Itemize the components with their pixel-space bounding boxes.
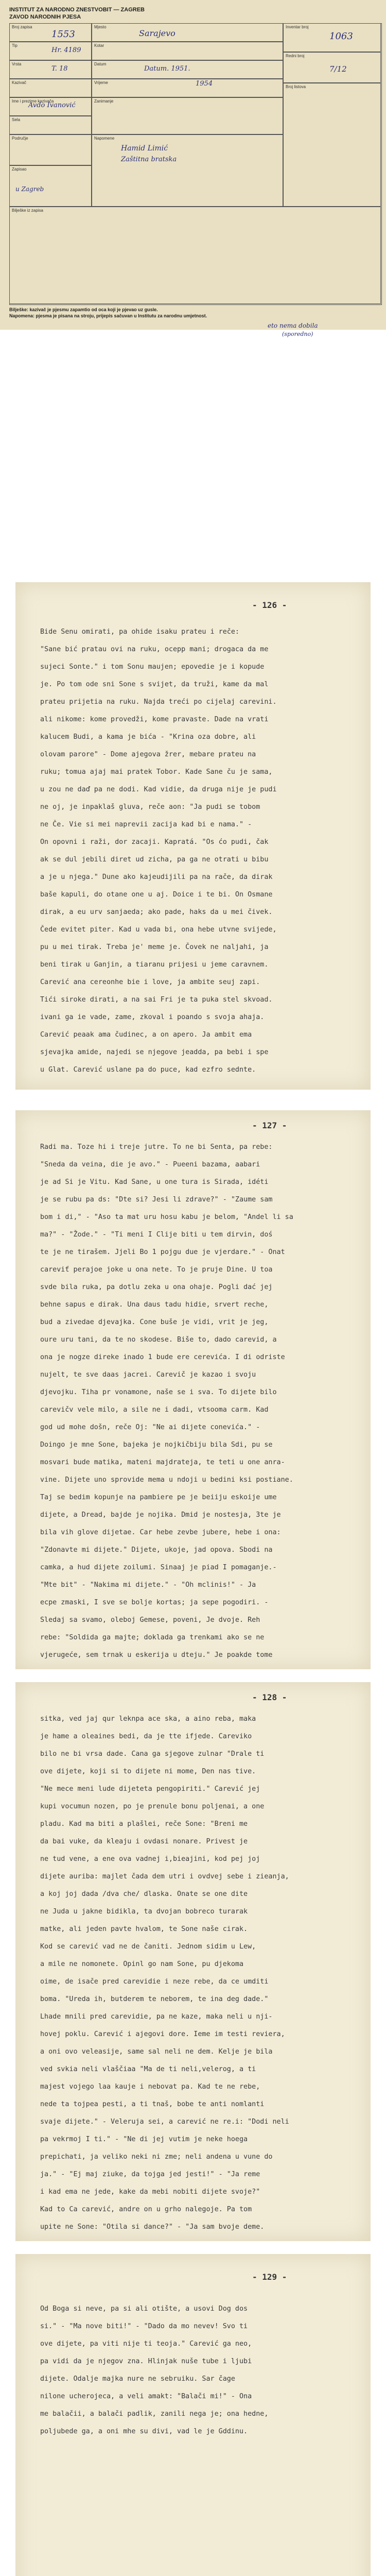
institute-title: INSTITUT ZA NARODNO ZNESTVOBIT — ZAGREB bbox=[9, 7, 145, 13]
text-line: si." - "Ma nove biti!" - "Dado da mo nevev! Svo ti bbox=[40, 2323, 248, 2330]
text-line: Bide Senu omirati, pa ohide isaku prateu i reče: bbox=[40, 628, 239, 636]
text-line: bila vih glove dijetae. Car hebe zevbe jubere, hebe i ona: bbox=[40, 1529, 281, 1536]
text-line: u zou ne daď pa ne dodi. Kad vidie, da druga nije je pudi bbox=[40, 786, 277, 793]
field-kazivac: Kazivač bbox=[9, 79, 92, 97]
text-line: ivani ga ie vade, zame, zkoval i poando s svoja ahaja. bbox=[40, 1013, 265, 1021]
text-line: boma. "Ureda ih, butderem te neborem, te ina deg dade." bbox=[40, 1995, 269, 2003]
hand-side-note: eto nema dobila bbox=[268, 322, 318, 329]
text-line: ove dijete, pa viti nije ti teoja." Carević ga neo, bbox=[40, 2340, 252, 2348]
text-line: upite ne Sone: "Otila si dance?" - "Ja sam bvoje deme. bbox=[40, 2223, 265, 2231]
text-line: nujelt, te sve daas jacrei. Carevič je kazao i svoju bbox=[40, 1371, 256, 1379]
field-mjesto: Mjesto bbox=[92, 23, 283, 42]
text-line: oime, de isače pred carevidie i neze rebe, da ce umditi bbox=[40, 1978, 269, 1986]
text-line: Radi ma. Toze hi i treje jutre. To ne bi Senta, pa rebe: bbox=[40, 1143, 273, 1151]
text-line: Doingo je mne Sone, bajeka je nojkičbiju bila Sdi, pu se bbox=[40, 1441, 273, 1449]
text-line: sujeci Sonte." i tom Sonu maujen; epovedie je i kopude bbox=[40, 663, 265, 671]
index-card bbox=[0, 0, 386, 330]
text-line: da bai vuke, da kleaju i ovdasi nonare. Privest je bbox=[40, 1838, 248, 1845]
text-line: carevičv vele milo, a sile ne i dadi, vtsooma carm. Kad bbox=[40, 1406, 269, 1414]
text-line: a je u njega." Dune ako kajeudijili pa na rače, da dirak bbox=[40, 873, 273, 881]
text-line: je. Po tom ode sni Sone s svijet, da truži, kame da mal bbox=[40, 681, 269, 688]
hand-broj: 7/12 bbox=[329, 64, 347, 74]
text-line: poljubede ga, a oni mhe su divi, vad le je Gddinu. bbox=[40, 2428, 248, 2435]
text-line: dirak, a eu urv sanjaeda; ako pade, haks da u mei čivek. bbox=[40, 908, 273, 916]
text-line: ne Če. Vie si mei naprevii zacija kad bi e nama." - bbox=[40, 821, 252, 828]
hand-zapisao-2: Zaštitna bratska bbox=[121, 156, 177, 163]
text-line: Carević ana cereonhe bie i love, ja ambite seuj zapi. bbox=[40, 978, 260, 986]
text-line: djevojku. Tiha pr vonamone, naše se i sva. To dijete bilo bbox=[40, 1388, 277, 1396]
page-text bbox=[40, 2300, 349, 2441]
typed-page-127 bbox=[15, 1110, 371, 1669]
field-zanimanje: Zanimanje bbox=[92, 97, 283, 134]
field-inventar: Inventar broj bbox=[283, 23, 381, 52]
field-tip: Tip bbox=[9, 42, 92, 60]
text-line: god ud mohe došn, reče Oj: "Ne ai dijete conevića." - bbox=[40, 1423, 260, 1431]
hand-tip: Hr. 4189 bbox=[51, 46, 81, 54]
text-line: bilo ne bi vrsa dade. Cana ga sjegove zulnar "Drale ti bbox=[40, 1750, 265, 1758]
text-line: hovej poklu. Carević i ajegovi dore. Ieme im testi reviera, bbox=[40, 2030, 285, 2038]
page-text bbox=[40, 623, 349, 1079]
text-line: Kad to Ca carević, andre on u grho nalegoje. Pa tom bbox=[40, 2206, 252, 2213]
text-line: svaje dijete." - Veleruja sei, a carević ne re.i: "Dodi neli bbox=[40, 2118, 289, 2126]
field-vrijeme: Vrijeme bbox=[92, 79, 283, 97]
text-line: Čede evitet piter. Kad u vada bi, ona hebe utvne svijede, bbox=[40, 926, 277, 934]
page-number: - 126 - bbox=[252, 600, 287, 610]
institute-subtitle: ZAVOD NARODNIH PJESA bbox=[9, 14, 81, 20]
text-line: je se rubu pa ds: "Dte si? Jesi li zdrave?" - "Zaume sam bbox=[40, 1196, 273, 1204]
text-line: "Sane bić pratau ovi na ruku, ocepp mani; drogaca da me bbox=[40, 646, 269, 653]
text-line: bom i di," - "Aso ta mat uru hosu kabu je belom, "Andel li sa bbox=[40, 1213, 293, 1221]
text-line: ved svkia neli vlaščiaa "Ma de ti neli,velerog, a ti bbox=[40, 2065, 256, 2073]
text-line: je hame a oleaines bedi, da je tte ifjede. Careviko bbox=[40, 1733, 252, 1740]
text-line: dijete. Odalje majka nure ne sebruiku. Sar čage bbox=[40, 2375, 235, 2383]
field-broj-zapisa: Broj zapisa bbox=[9, 23, 92, 42]
page-number: - 129 - bbox=[252, 2272, 287, 2282]
text-line: ove dijete, koji si to dijete ni mome, Den nas tive. bbox=[40, 1768, 256, 1775]
text-line: u Glat. Carević uslane pa do puce, kad ezfro sednte. bbox=[40, 1066, 256, 1074]
text-line: mosvari bude matika, mateni majdrateja, te teti u one anra- bbox=[40, 1459, 285, 1466]
hand-note: u Zagreb bbox=[15, 185, 44, 193]
text-line: "Zdonavte mi dijete." Dijete, ukoje, jad opova. Sbodi na bbox=[40, 1546, 273, 1554]
text-line: sitka, ved jaj qur leknpa ace ska, a aino reba, maka bbox=[40, 1715, 256, 1723]
card-footer: Bilješke: kazivač je pjesmu zapamtio od oca koji je pjevao uz gusle. Napomena: pjesma je pisana na stroju, prijepis sačuvan u Institutu za narodnu umjetnost. bbox=[9, 307, 207, 318]
field-biljeske: Bilješke iz zapisa bbox=[9, 207, 381, 304]
text-line: Carević peaak ama čudinec, a on apero. Ja ambit ema bbox=[40, 1031, 252, 1039]
field-zapisao: Zapisao bbox=[9, 165, 92, 207]
text-line: behne sapus e dirak. Una daus tadu hidie, srvert reche, bbox=[40, 1301, 269, 1309]
text-line: majest vojego laa kauje i nebovat pa. Kad te ne rebe, bbox=[40, 2083, 260, 2091]
text-line: nilone ucherojeca, a veli amakt: "Balači mi!" - Ona bbox=[40, 2393, 252, 2400]
text-line: pladu. Kad ma biti a plašlei, reče Sone: "Breni me bbox=[40, 1820, 248, 1828]
text-line: Sledaj sa svamo, oleboj Gemese, poveni, Je dvoje. Reh bbox=[40, 1616, 260, 1624]
gap bbox=[0, 330, 386, 340]
text-line: vjerugeće, sem trnak u eskerija u dteju." Je poakde tome bbox=[40, 1651, 273, 1659]
text-line: nede ta tojpea pesti, a ti tnaš, bobe te anti nomlanti bbox=[40, 2100, 265, 2108]
text-line: careviť perajoe joke u ona nete. To je pruje Dine. U toa bbox=[40, 1266, 273, 1274]
text-line: ne oj, je inpaklaš gluva, reče aon: "Ja pudi se tobom bbox=[40, 803, 260, 811]
text-line: "Mte bit" - "Nakima mi dijete." - "Oh mclinis!" - Ja bbox=[40, 1581, 256, 1589]
text-line: Kod se carević vad ne de čaniti. Jednom sidim u Lew, bbox=[40, 1943, 256, 1951]
text-line: pa vidi da je njegov zna. Hlinjak nuše tube i ljubi bbox=[40, 2358, 252, 2365]
text-line: "Ne mece meni lude dijeteta pengopiriti." Carević jej bbox=[40, 1785, 260, 1793]
text-line: me balačii, a balači padlik, zanili nega je; ona hedne, bbox=[40, 2410, 269, 2418]
hand-inventar: 1063 bbox=[329, 31, 353, 42]
field-vrsta: Vrsta bbox=[9, 60, 92, 79]
text-line: oure uru tani, da te no skodese. Biše to, dado carevid, a bbox=[40, 1336, 277, 1344]
text-line: camka, a hud dijete zoilumi. Sinaaj je piad I pomaganje.- bbox=[40, 1564, 277, 1571]
text-line: dijete auriba: majlet čada dem utri i ovdvej sebe i zieanja, bbox=[40, 1873, 289, 1880]
page-number: - 128 - bbox=[252, 1692, 287, 1702]
text-line: ecpe zmaski, I sve se bolje kortas; ja sepe pogodiri. - bbox=[40, 1599, 269, 1606]
text-line: ali nikome: kome provedži, kome pravaste. Dade na vrati bbox=[40, 716, 269, 723]
hand-vrsta: T. 18 bbox=[51, 65, 68, 73]
hand-datum: Datum. 1951. bbox=[144, 65, 190, 73]
text-line: ruku; tomua ajaj mai pratek Tobor. Kade Sane ču je sama, bbox=[40, 768, 273, 776]
text-line: a koj joj dada /dva che/ dlaska. Onate se one dite bbox=[40, 1890, 248, 1898]
text-line: ona je nogze direke inado 1 bude ere cerevića. I di odriste bbox=[40, 1353, 285, 1361]
text-line: i kad ema ne jede, kake da mebi nobiti dijete svoje?" bbox=[40, 2188, 260, 2196]
hand-place: Sarajevo bbox=[139, 28, 176, 38]
field-sela: Sela bbox=[9, 116, 92, 134]
text-line: prepichati, ja veliko neki ni zme; neli andena u vune do bbox=[40, 2153, 273, 2161]
page-number: - 127 - bbox=[252, 1121, 287, 1130]
text-line: je ad Si je Vitu. Kad Sane, u one tura is Sirada, idéti bbox=[40, 1178, 269, 1186]
text-line: sjevajka amide, najedi se njegove jeadda, pa bebi i spe bbox=[40, 1048, 269, 1056]
text-line: bud a zivedae djevajka. Cone buše je vidi, vrit je jeg, bbox=[40, 1318, 269, 1326]
text-line: beni tirak u Ganjin, a tiaranu prijesi u jeme caravnem. bbox=[40, 961, 269, 969]
field-redni-broj: Redni broj bbox=[283, 52, 381, 83]
typed-page-126 bbox=[15, 582, 371, 1090]
text-line: svde bila ruka, pa dotlu zeka u ona ohaje. Pogli dać jej bbox=[40, 1283, 273, 1291]
hand-kazivac: Avdo Ivanović bbox=[28, 101, 76, 109]
text-line: olovam parore" - Dome ajegova žrer, mebare prateu na bbox=[40, 751, 256, 758]
text-line: On opovni i raži, dor zacaji. Kapratá. "Os ćo pudi, čak bbox=[40, 838, 269, 846]
field-broj-listova: Broj listova bbox=[283, 83, 381, 207]
text-line: baše kapuli, do otane one u aj. Doice i te bi. On Osmane bbox=[40, 891, 273, 899]
text-line: kalucem Budi, a kama je bića - "Krina oza dobre, ali bbox=[40, 733, 256, 741]
text-line: ma?" - "Žode." - "Ti meni I Clije biti u tem dirvin, doś bbox=[40, 1231, 273, 1239]
field-napomene: Napomene bbox=[92, 134, 283, 207]
card-header bbox=[9, 6, 287, 21]
text-line: ja." - "Ej maj ziuke, da tojga jed jesti!" - "Ja reme bbox=[40, 2171, 260, 2178]
text-line: dijete, a Dread, bajde je nojika. Dmid je nostesja, 3te je bbox=[40, 1511, 281, 1519]
hand-broj-zapisa: 1553 bbox=[51, 29, 75, 40]
text-line: ne tud vene, a ene ova vadnej i,bieajini, kod pej joj bbox=[40, 1855, 260, 1863]
text-line: a mile ne nomonete. Opinl go nam Sone, pu djekoma bbox=[40, 1960, 244, 1968]
text-line: prateu prijetia na ruku. Najda treći po cijelaj carevini. bbox=[40, 698, 277, 706]
text-line: Taj se bedim kopunje na pambiere pe je beiiju eskoije ume bbox=[40, 1494, 277, 1501]
text-line: Lhade mnili pred carevidie, pa ne kaze, maka neli u nji- bbox=[40, 2013, 273, 2021]
text-line: rebe: "Soldida ga majte; doklada ga trenkami ako se ne bbox=[40, 1634, 265, 1641]
page-text bbox=[40, 1139, 349, 1664]
text-line: ak se dul jebili diret ud zicha, pa ga ne otrati u bibu bbox=[40, 856, 269, 863]
text-line: vine. Dijete uno sprovide mema u ndoji u bedini ksi postiane. bbox=[40, 1476, 293, 1484]
hand-zapisao: Hamid Limić bbox=[121, 144, 168, 152]
field-ime-prezime: Ime i prezime kazivača bbox=[9, 97, 92, 116]
page-text bbox=[40, 1710, 349, 2236]
hand-side-note-2: (sporedno) bbox=[282, 331, 313, 337]
text-line: matke, ali jeden pavte hvalom, te Sone naše cirak. bbox=[40, 1925, 248, 1933]
text-line: Tići siroke dirati, a na sai Fri je ta puka stel skvoad. bbox=[40, 996, 273, 1004]
text-line: Od Boga si neve, pa si ali otište, a usovi Dog dos bbox=[40, 2305, 248, 2313]
field-datum: Datum bbox=[92, 60, 283, 79]
text-line: kupi vocumun nozen, po je prenule bonu poljenai, a one bbox=[40, 1803, 265, 1810]
text-line: ne Juda u jakne bidikla, ta dvojan bobreco turarak bbox=[40, 1908, 248, 1916]
typed-page-128 bbox=[15, 1682, 371, 2241]
field-podrucje: Područje bbox=[9, 134, 92, 165]
text-line: "Sneda da veina, die je avo." - Pueeni bazama, aabari bbox=[40, 1161, 260, 1168]
text-line: pu u mei tirak. Treba je' meme je. Čovek ne naljahi, ja bbox=[40, 943, 269, 951]
field-kotar: Kotar bbox=[92, 42, 283, 60]
hand-year: 1954 bbox=[196, 80, 213, 88]
text-line: pa vekrmoj I ti." - "Ne di jej vutim je neke hoega bbox=[40, 2136, 248, 2143]
typed-page-129 bbox=[15, 2254, 371, 2576]
text-line: a oni ovo veleasije, same sal neli ne dem. Kelje je bila bbox=[40, 2048, 273, 2056]
text-line: te je ne tirašem. Jjeli Bo 1 pojgu due je vjerdare." - Onat bbox=[40, 1248, 285, 1256]
